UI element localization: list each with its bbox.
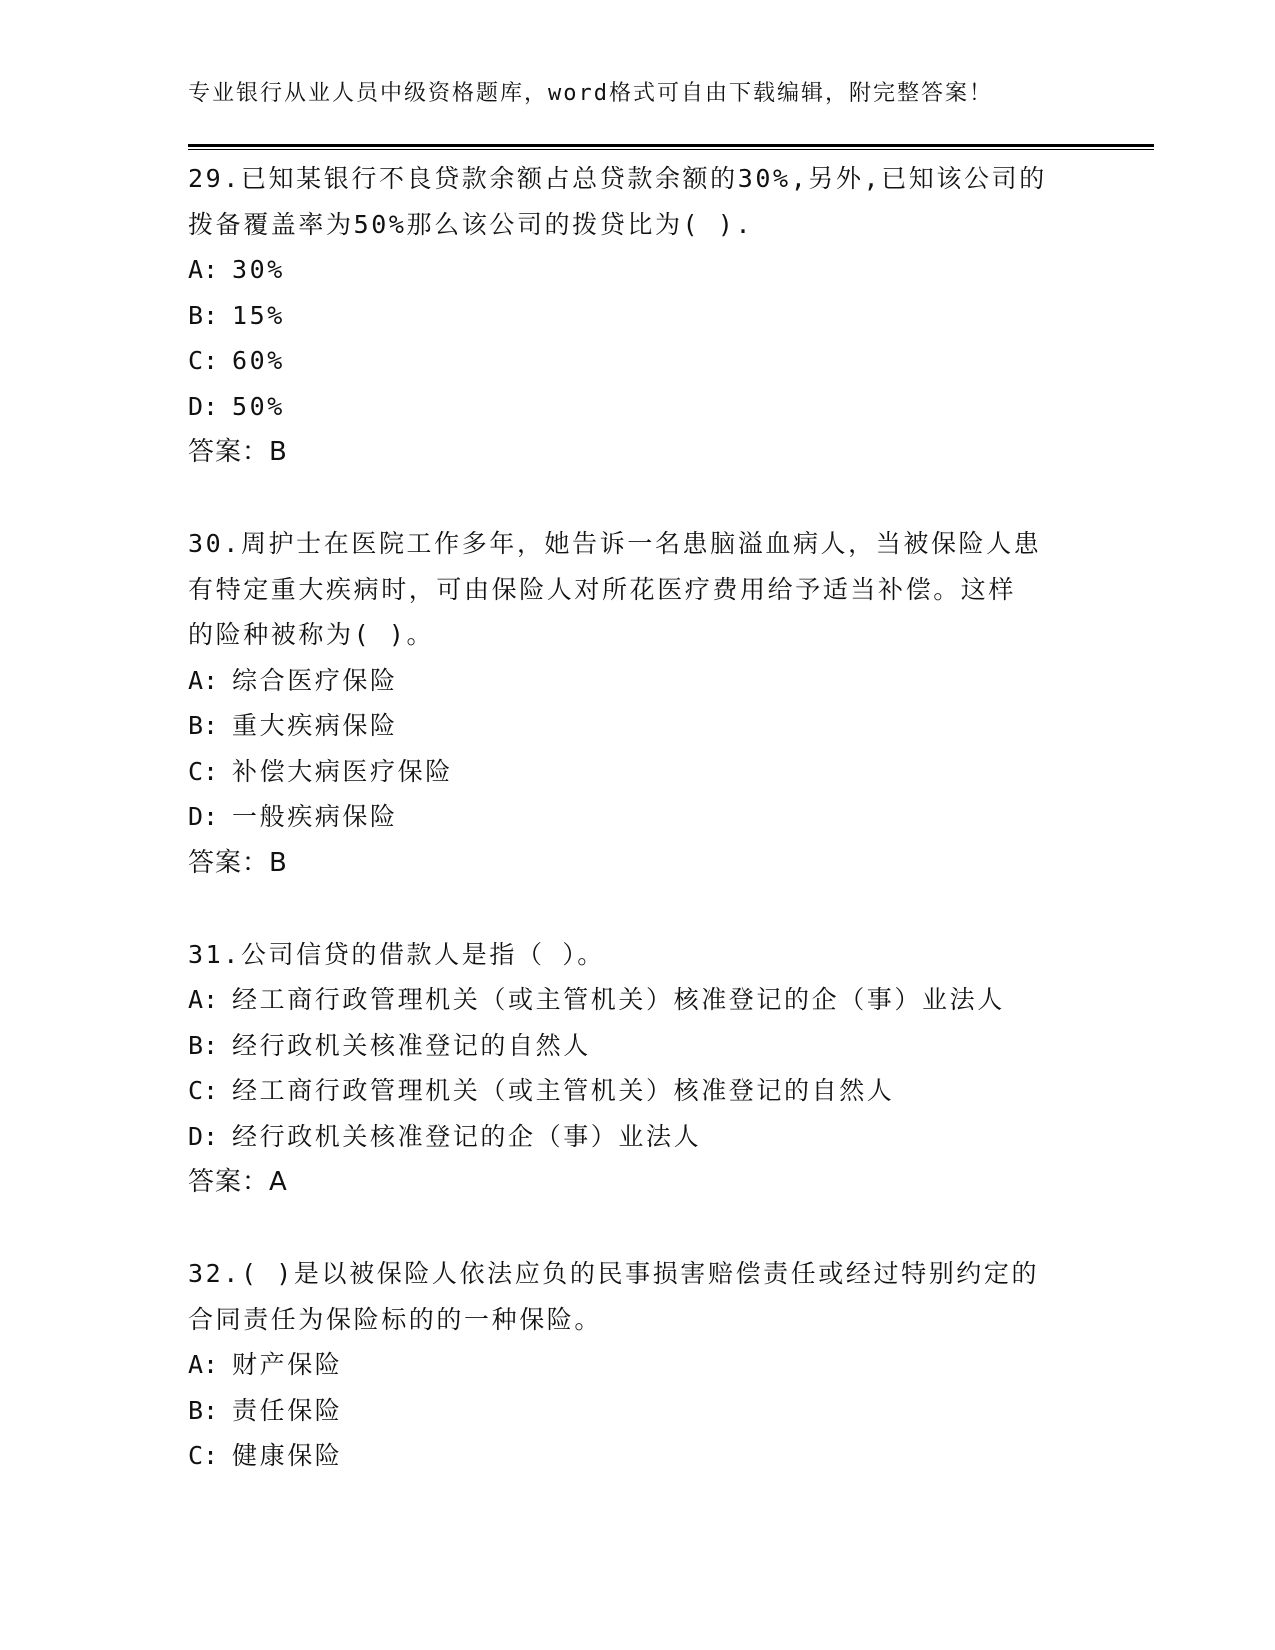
option-letter: B:	[188, 711, 219, 740]
question-text-line: 拨备覆盖率为50%那么该公司的拨贷比为( ).	[188, 209, 754, 239]
spacer	[188, 1205, 1108, 1251]
answer-line: 答案：B	[188, 437, 288, 467]
option-letter: B:	[188, 1395, 219, 1425]
option-d	[188, 384, 1108, 430]
option-b	[188, 703, 1108, 749]
option-letter: C:	[188, 346, 219, 375]
spacer	[188, 475, 1108, 521]
option-a	[188, 1342, 1108, 1388]
option-text: 健康保险	[232, 1441, 343, 1470]
option-c	[188, 338, 1108, 384]
page-header: 专业银行从业人员中级资格题库，word格式可自由下载编辑，附完整答案！	[188, 81, 993, 106]
question-32	[188, 1251, 1108, 1479]
option-text: 15%	[232, 300, 285, 330]
option-c	[188, 1433, 1108, 1479]
option-letter: A:	[188, 255, 219, 284]
question-text-line: 31.公司信贷的借款人是指（ ）。	[188, 939, 605, 969]
option-letter: D:	[188, 391, 219, 421]
option-letter: C:	[188, 1441, 219, 1470]
option-text: 经行政机关核准登记的企（事）业法人	[232, 1121, 702, 1151]
option-text: 经行政机关核准登记的自然人	[232, 1030, 591, 1060]
question-text-line: 29.已知某银行不良贷款余额占总贷款余额的30%,另外,已知该公司的	[188, 164, 1047, 193]
option-letter: D:	[188, 1121, 219, 1151]
spacer	[188, 886, 1108, 932]
option-text: 30%	[232, 255, 285, 284]
option-text: 60%	[232, 346, 285, 375]
option-text: 综合医疗保险	[232, 665, 398, 695]
option-text: 财产保险	[232, 1350, 343, 1379]
option-text: 补偿大病医疗保险	[232, 756, 453, 786]
option-text: 一般疾病保险	[232, 802, 398, 831]
answer-line: 答案：B	[188, 847, 288, 878]
option-d	[188, 1114, 1108, 1160]
option-letter: B:	[188, 1030, 219, 1060]
question-29	[188, 156, 1108, 475]
option-text: 50%	[232, 391, 285, 421]
option-text: 经工商行政管理机关（或主管机关）核准登记的企（事）业法人	[232, 985, 1005, 1014]
option-text: 责任保险	[232, 1395, 343, 1425]
question-list	[188, 156, 1108, 1479]
option-c	[188, 1068, 1108, 1114]
option-letter: A:	[188, 985, 219, 1014]
question-text-line: 32.( )是以被保险人依法应负的民事损害赔偿责任或经过特别约定的	[188, 1259, 1040, 1288]
option-text: 重大疾病保险	[232, 711, 398, 740]
option-letter: C:	[188, 756, 219, 786]
option-a	[188, 247, 1108, 293]
question-30	[188, 521, 1108, 886]
question-text-line: 30.周护士在医院工作多年，她告诉一名患脑溢血病人，当被保险人患	[188, 529, 1042, 558]
question-text-line: 合同责任为保险标的的一种保险。	[188, 1304, 603, 1334]
answer-line: 答案：A	[188, 1167, 288, 1197]
question-text-line: 的险种被称为( )。	[188, 620, 435, 649]
option-b	[188, 293, 1108, 339]
option-a	[188, 977, 1108, 1023]
option-letter: B:	[188, 300, 219, 330]
option-letter: D:	[188, 802, 219, 831]
option-c	[188, 749, 1108, 795]
option-b	[188, 1023, 1108, 1069]
header-divider	[188, 144, 1154, 150]
question-text-line: 有特定重大疾病时，可由保险人对所花医疗费用给予适当补偿。这样	[188, 574, 1017, 604]
option-b	[188, 1388, 1108, 1434]
option-text: 经工商行政管理机关（或主管机关）核准登记的自然人	[232, 1076, 895, 1105]
option-letter: A:	[188, 1350, 219, 1379]
option-d	[188, 794, 1108, 840]
option-letter: C:	[188, 1076, 219, 1105]
option-a	[188, 658, 1108, 704]
option-letter: A:	[188, 665, 219, 695]
question-31	[188, 932, 1108, 1206]
